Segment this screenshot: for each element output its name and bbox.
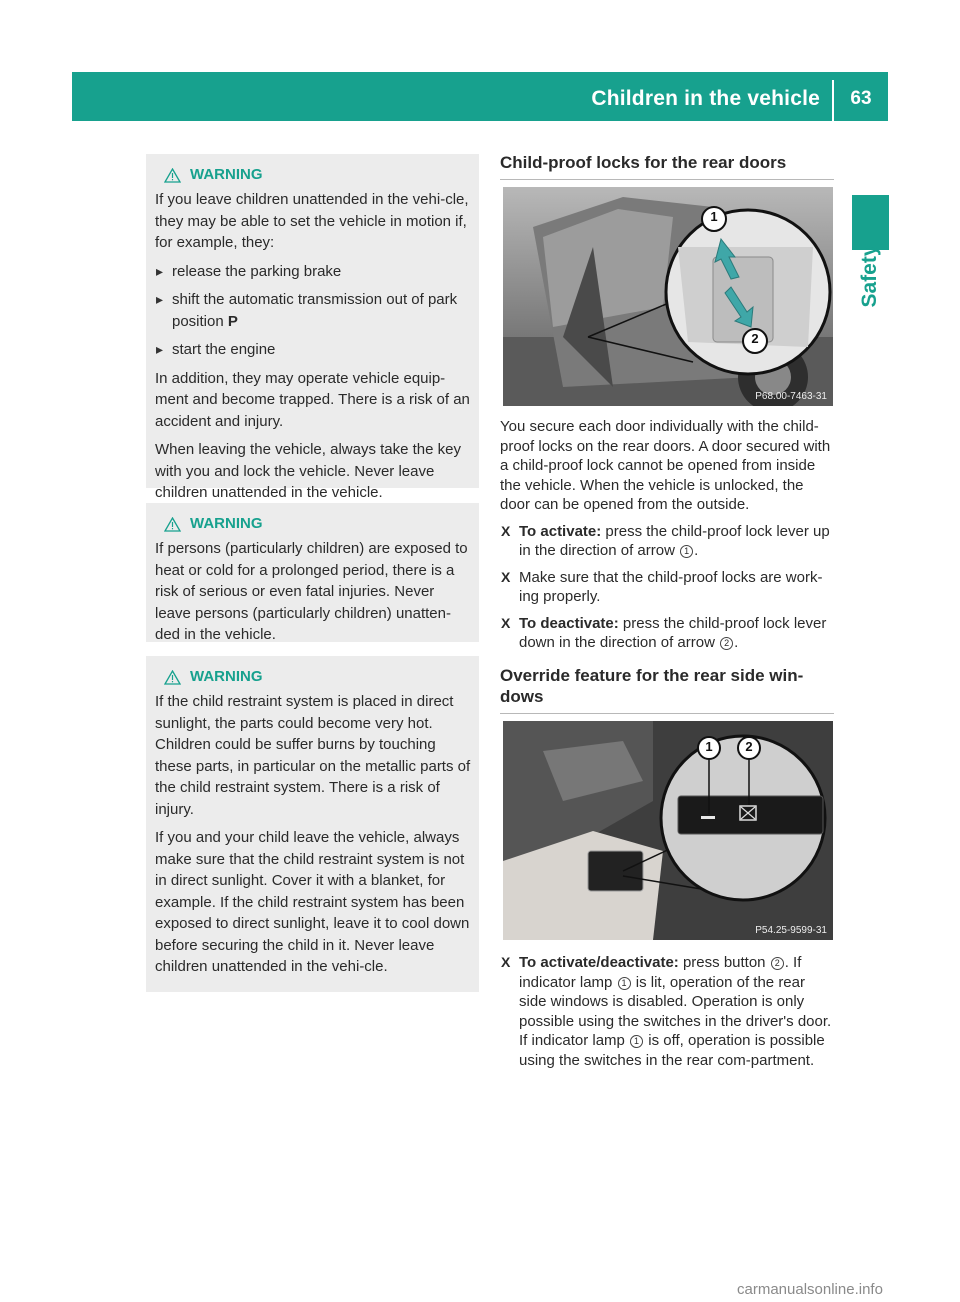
ref-number: 1 [680,545,693,558]
step-item: X To activate: press the child-proof lock lever up in the direction of arrow 1 . [501,522,830,559]
instruction-steps [500,522,834,653]
warning-box-unattended [146,154,479,501]
step-item: X To deactivate: press the child-proof lock lever down in the direction of arrow 2 . [501,614,827,651]
step-marker-icon: X [501,568,511,585]
warning-triangle-icon [164,517,181,532]
warning-triangle-icon [164,168,181,183]
callout-1: 1 [710,209,718,224]
section-override-text [500,946,834,1070]
figure-code: P54.25-9599-31 [755,925,827,936]
car-door-illustration [503,187,833,406]
section-override [500,665,834,714]
warning-text: If you leave children unattended in the vehi-cle, they may be able to set the vehicle in motion if, for example, they: [155,191,469,251]
section-title: Override feature for the rear side win-dows [500,665,834,714]
warning-heading: WARNING [155,513,471,535]
figure-child-proof-lock [503,187,833,406]
ref-number: 2 [720,637,733,650]
bullet-item: ▸ shift the automatic transmission out of park position P [155,289,471,332]
warning-text: In addition, they may operate vehicle equip-ment and become trapped. There is a risk of an accident and injury. [155,369,470,430]
figure-code: P68.00-7463-31 [755,391,827,402]
section-title: Child-proof locks for the rear doors [500,152,834,180]
ref-number: 1 [630,1035,643,1048]
bullet-item: ▸ start the engine [155,339,471,361]
warning-heading: WARNING [155,666,471,688]
warning-text: If the child restraint system is placed in direct sunlight, the parts could become very hot. Children could be suffer burns by touching these parts, in particular on the metallic parts of the child restraint system. There is a risk of injury. [155,693,471,818]
callout-2: 2 [745,739,753,754]
bullet-item: ▸ release the parking brake [155,261,471,283]
warning-text: If persons (particularly children) are exposed to heat or cold for a prolonged period, there is a risk of serious or even fatal injuries. Never leave persons (particularly children) unatten-ded in the vehicle. [155,540,468,643]
warning-text: When leaving the vehicle, always take the key with you and lock the vehicle. Never leave children unattended in the vehicle. [155,441,461,501]
section-tab-label: Safety [858,244,881,308]
page-number: 63 [850,88,872,109]
warning-text: If you and your child leave the vehicle, always make sure that the child restraint system is not in direct sunlight. Cover it with a blanket, for example. If the child restraint system has been exposed to direct sunlight, leave it to cool down before securing the child in it. Never leave children unattended in the vehi-cle. [155,829,470,975]
figure-override-switch [503,721,833,940]
step-item: X Make sure that the child-proof locks are work-ing properly. [501,568,823,605]
chapter-title: Children in the vehicle [591,87,820,110]
instruction-steps [500,953,834,1070]
warning-heading: WARNING [155,164,471,186]
step-marker-icon: X [501,522,511,539]
warning-box-heat-cold [146,503,479,642]
step-marker-icon: X [501,954,511,970]
step-item: X To activate/deactivate: press button 2 . If indicator lamp 1 is lit, operation of the rear side windows is disabled. Operation is only possible using the switches in the driver's door. If indicator lamp 1 is off, operation is possible using the switches in the rear com-partment. [501,954,832,1069]
warning-box-sunlight [146,656,479,992]
section-child-locks [500,152,834,180]
section-child-locks-text [500,417,834,653]
step-marker-icon: X [501,614,511,631]
warning-bullets [155,261,471,361]
watermark: carmanualsonline.info [737,1281,883,1298]
section-tab-marker [852,195,889,250]
page-header [72,72,888,121]
ref-number: 1 [618,977,631,990]
callout-1: 1 [705,739,713,754]
callout-2: 2 [751,331,759,346]
door-panel-illustration [503,721,833,940]
intro-paragraph: You secure each door individually with the child-proof locks on the rear doors. A door secured with a child-proof lock cannot be opened from inside the vehicle. When the vehicle is unlocked, the door can be opened from the outside. [500,418,831,513]
ref-number: 2 [771,957,784,970]
warning-triangle-icon [164,670,181,685]
